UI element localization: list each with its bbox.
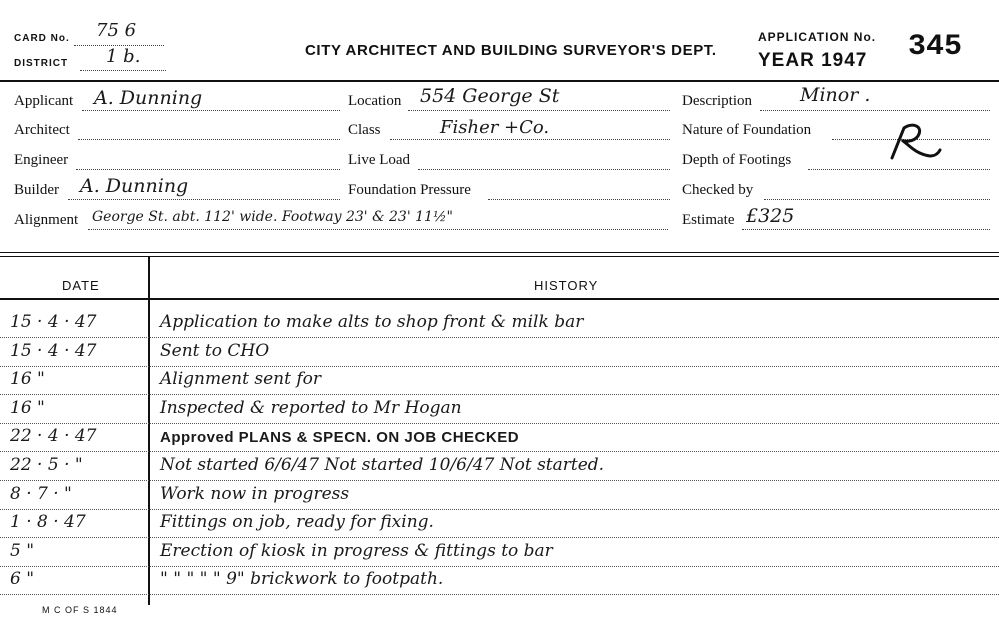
history-date: 22 · 5 · ": [10, 455, 83, 475]
class-line: [390, 139, 670, 140]
architect-label: Architect: [14, 122, 70, 138]
depth-of-footings-line: [808, 169, 990, 170]
history-entry: Sent to CHO: [160, 340, 270, 361]
district-label: DISTRICT: [14, 58, 69, 69]
top-rule: [0, 80, 999, 82]
estimate-value: £325: [746, 205, 795, 227]
estimate-line: [742, 229, 990, 230]
location-value: 554 George St: [420, 85, 560, 107]
history-entry: Inspected & reported to Mr Hogan: [160, 397, 462, 418]
builder-line: [68, 199, 340, 200]
class-value: Fisher +Co.: [440, 117, 550, 138]
history-row: [0, 424, 999, 452]
history-entry: " " " " " 9" brickwork to footpath.: [160, 569, 444, 590]
checked-by-line: [764, 199, 990, 200]
history-entry: Work now in progress: [160, 483, 350, 504]
history-date: 16 ": [10, 397, 45, 418]
history-date: 1 · 8 · 47: [10, 512, 86, 533]
history-entry: Approved PLANS & SPECN. ON JOB CHECKED: [160, 429, 520, 447]
initials-mark: [884, 118, 944, 166]
form-code: M C OF S 1844: [42, 605, 118, 615]
alignment-label: Alignment: [14, 212, 79, 228]
estimate-label: Estimate: [682, 212, 735, 228]
history-row: [0, 310, 999, 338]
architect-line: [78, 139, 340, 140]
description-label: Description: [682, 93, 752, 109]
history-row: [0, 367, 999, 395]
location-line: [408, 110, 670, 111]
foundation-pressure-line: [488, 199, 670, 200]
applicant-value: A. Dunning: [94, 87, 203, 109]
application-year: YEAR 1947: [758, 50, 868, 71]
location-label: Location: [348, 93, 402, 109]
alignment-line: [88, 229, 668, 230]
history-row: [0, 539, 999, 567]
fields-bottom-rule: [0, 252, 999, 253]
description-value: Minor .: [800, 84, 871, 106]
district-value: 1 b.: [106, 46, 141, 67]
engineer-line: [76, 169, 340, 170]
history-row: [0, 453, 999, 481]
card-number-label: CARD No.: [14, 33, 70, 44]
alignment-value: George St. abt. 112' wide. Footway 23' & 23' 11½": [92, 209, 453, 225]
description-line: [760, 110, 990, 111]
application-number: 345: [908, 30, 963, 64]
history-row: [0, 339, 999, 367]
history-date: 8 · 7 · ": [10, 483, 72, 504]
history-date: 5 ": [10, 540, 35, 561]
history-entry: Application to make alts to shop front & milk bar: [160, 312, 584, 332]
history-row: [0, 567, 999, 595]
history-column-header: HISTORY: [534, 278, 599, 293]
live-load-label: Live Load: [348, 152, 411, 168]
history-entry: Fittings on job, ready for fixing.: [160, 512, 434, 533]
history-date: 15 · 4 · 47: [10, 312, 97, 332]
history-entry: Erection of kiosk in progress & fittings to bar: [160, 540, 553, 561]
history-row: [0, 482, 999, 510]
history-date: 6 ": [10, 569, 35, 590]
district-line: [80, 70, 166, 71]
history-entry: Alignment sent for: [160, 369, 321, 390]
builder-value: A. Dunning: [80, 175, 189, 197]
applicant-label: Applicant: [14, 93, 74, 109]
department-title: CITY ARCHITECT AND BUILDING SURVEYOR'S DEPT.: [305, 42, 717, 59]
live-load-line: [418, 169, 670, 170]
engineer-label: Engineer: [14, 152, 69, 168]
row-separator: [0, 594, 999, 595]
history-date: 16 ": [10, 369, 45, 390]
history-row: [0, 510, 999, 538]
history-date: 22 · 4 · 47: [10, 426, 97, 447]
depth-of-footings-label: Depth of Footings: [682, 152, 792, 168]
history-date: 15 · 4 · 47: [10, 340, 97, 361]
applicant-line: [82, 110, 340, 111]
history-row: [0, 396, 999, 424]
card-number-value: 75 6: [96, 20, 137, 41]
class-label: Class: [348, 122, 381, 138]
checked-by-label: Checked by: [682, 182, 754, 198]
history-entry: Not started 6/6/47 Not started 10/6/47 Not started.: [160, 455, 605, 475]
application-number-label: APPLICATION No.: [758, 30, 877, 44]
foundation-pressure-label: Foundation Pressure: [348, 182, 471, 198]
date-column-header: DATE: [62, 278, 100, 293]
nature-of-foundation-label: Nature of Foundation: [682, 122, 812, 138]
builder-label: Builder: [14, 182, 59, 198]
